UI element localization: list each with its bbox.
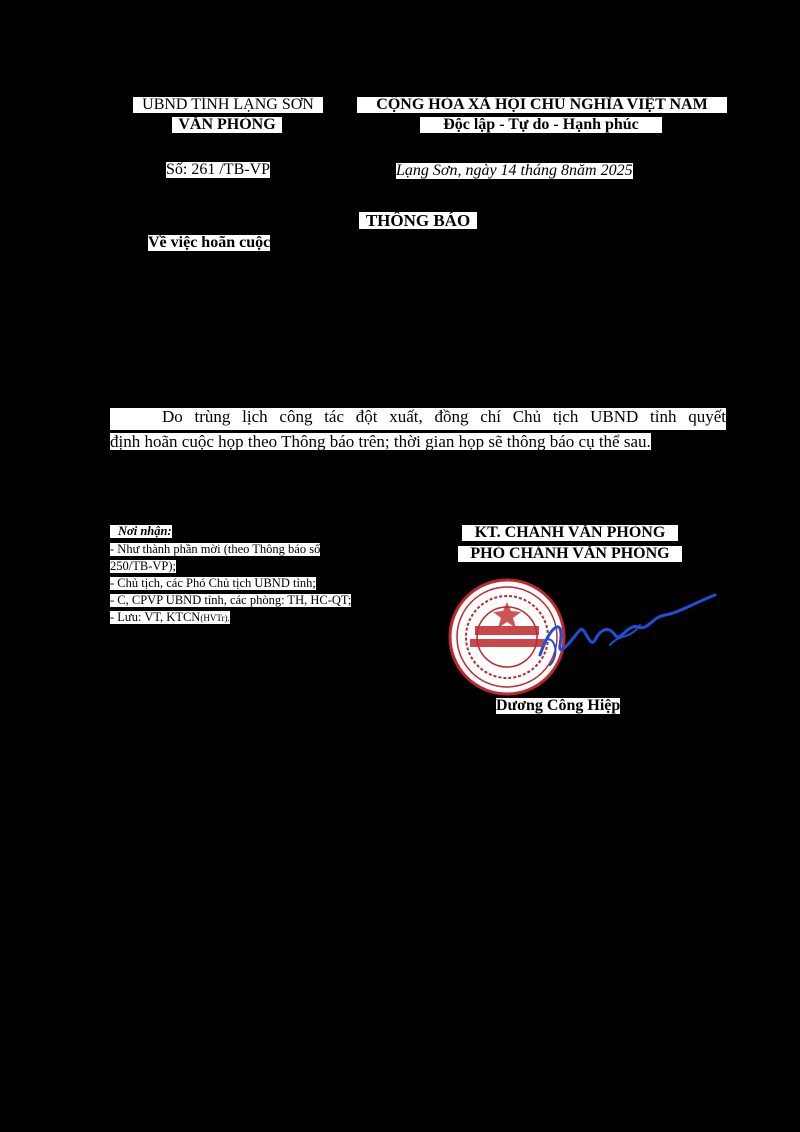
document-title: THÔNG BÁO [359, 212, 477, 229]
date-place: Lạng Sơn, ngày [396, 162, 497, 179]
national-title: CỘNG HÒA XÃ HỘI CHỦ NGHĨA VIỆT NAM [357, 97, 727, 113]
agency-name: UBND TỈNH LẠNG SƠN [133, 97, 323, 113]
recipient-item-1b: 250/TB-VP); [110, 559, 176, 573]
number-prefix: Số: [166, 161, 188, 178]
recipient-item-1a: - Như thành phần mời (theo Thông báo số [110, 542, 321, 556]
document-number [166, 162, 270, 178]
date-year: 2025 [600, 162, 633, 179]
document-subject: Về việc hoãn cuộc [148, 234, 271, 251]
date-year-label: năm [569, 162, 597, 179]
recipient-item-2: - Chủ tịch, các Phó Chủ tịch UBND tỉnh; [110, 576, 316, 590]
office-name: VĂN PHÒNG [172, 117, 282, 133]
date-month-label: tháng [520, 162, 557, 179]
national-motto: Độc lập - Tự do - Hạnh phúc [420, 117, 662, 133]
recipient-item-4-small: (HVTr). [200, 613, 230, 623]
document-date [396, 163, 633, 179]
recipient-item-4-main: - Lưu: VT, KTCN [110, 610, 201, 624]
date-day: 14 [500, 162, 517, 179]
recipient-item-4 [110, 611, 230, 624]
signature-title-1: KT. CHÁNH VĂN PHÒNG [462, 525, 678, 541]
recipients-heading: Nơi nhận: [110, 525, 172, 538]
body-line-1: Do trùng lịch công tác đột xuất, đồng chí Chủ tịch UBND tỉnh quyết [110, 408, 726, 430]
number-suffix: /TB-VP [219, 161, 271, 178]
handwritten-signature [520, 585, 720, 675]
signer-name: Dương Công Hiệp [496, 697, 621, 714]
body-line-2: định hoãn cuộc họp theo Thông báo trên; thời gian họp sẽ thông báo cụ thể sau. [110, 432, 651, 451]
date-month: 8 [561, 162, 569, 179]
number-value: 261 [191, 161, 216, 178]
signature-title-2: PHÓ CHÁNH VĂN PHÒNG [458, 546, 682, 562]
recipient-item-3: - C, CPVP UBND tỉnh, các phòng: TH, HC-QT; [110, 593, 352, 607]
